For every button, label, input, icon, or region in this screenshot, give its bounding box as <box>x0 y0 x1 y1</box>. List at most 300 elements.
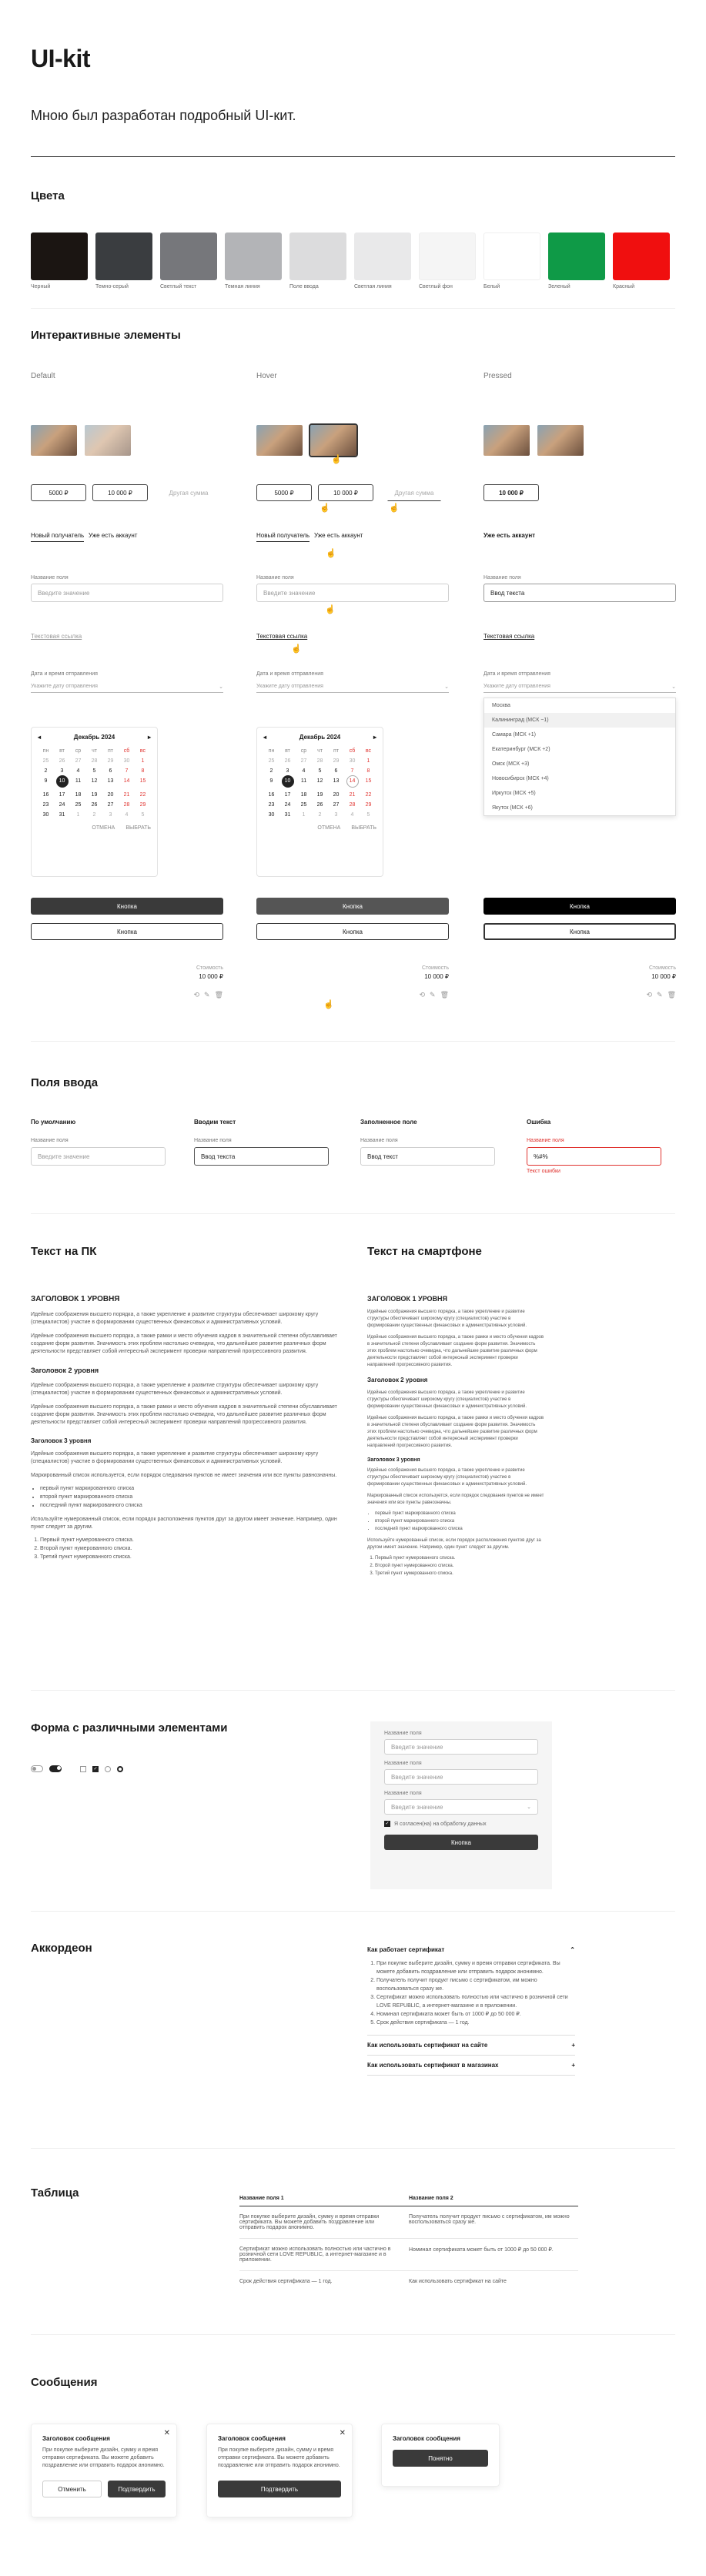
cancel-button[interactable]: Отменить <box>42 2481 102 2497</box>
calendar-day[interactable] <box>38 802 54 808</box>
answer-item: 5. Срок действия сертификата — 1 год. <box>376 2019 575 2027</box>
day-number: 10 <box>56 775 69 788</box>
column-heading: Ошибка <box>527 1119 551 1126</box>
calendar-day[interactable] <box>279 768 296 774</box>
tab[interactable]: Уже есть аккаунт <box>483 532 536 539</box>
answer-item: 4. Номинал сертификата может быть от 1000 ₽ до 50 000 ₽. <box>376 2010 575 2019</box>
field-label: Название поля <box>31 1138 69 1143</box>
day-number: 16 <box>268 792 275 798</box>
tab[interactable]: Уже есть аккаунт <box>314 532 363 539</box>
calendar-grid <box>38 748 151 818</box>
day-number: 4 <box>302 768 306 774</box>
calendar-day[interactable] <box>70 802 86 808</box>
bullet-list <box>31 1484 339 1510</box>
calendar-day[interactable] <box>328 768 344 774</box>
day-number: 2 <box>269 768 273 774</box>
day-number: 30 <box>42 812 49 818</box>
day-number: 28 <box>316 758 323 764</box>
checkbox-checked[interactable]: ✓ <box>93 1766 98 1771</box>
calendar-day[interactable] <box>263 758 279 764</box>
day-number: 11 <box>75 778 82 784</box>
message-heading: Заголовок сообщения <box>218 2435 286 2442</box>
date-select[interactable] <box>483 681 676 693</box>
calendar-day[interactable] <box>296 792 312 798</box>
day-number: 13 <box>107 778 114 784</box>
calendar-day[interactable] <box>344 802 360 808</box>
calendar-day[interactable] <box>279 778 296 788</box>
paragraph: Идейные соображения высшего порядка, а также укрепление и развитие структуры обеспечивает широкому кругу (специалистов) участие в формировании существенных финансовых и административных условий. <box>31 1312 319 1325</box>
swatch-label: Темная линия <box>225 284 260 289</box>
weekday-label: чт <box>317 748 323 754</box>
input-field[interactable]: Ввод текста <box>194 1147 329 1166</box>
table-cell: Как использовать сертификат на сайте <box>409 2279 507 2284</box>
calendar-day[interactable] <box>312 778 328 788</box>
calendar-day[interactable] <box>296 802 312 808</box>
state-label: Pressed <box>483 372 512 380</box>
dropdown-option[interactable]: Новосибирск (МСК +4) <box>492 776 549 781</box>
text-input[interactable]: Введите значение <box>256 584 449 602</box>
divider <box>31 2148 675 2149</box>
calendar-day[interactable] <box>54 778 70 788</box>
dropdown-option[interactable]: Омск (МСК +3) <box>492 761 530 767</box>
table-cell: Срок действия сертификата — 1 год. <box>239 2279 333 2284</box>
calendar-day[interactable] <box>360 812 376 818</box>
day-number: 17 <box>284 792 291 798</box>
paragraph: Идейные соображения высшего порядка, а также укрепление и развитие структуры обеспечивает широкому кругу (специалистов) участие в формировании существенных финансовых и административных условий. <box>31 1451 319 1464</box>
accordion-title: Аккордеон <box>31 1942 92 1955</box>
message-card <box>206 2424 353 2517</box>
text-mobile-title: Текст на смартфоне <box>367 1245 482 1258</box>
date-select[interactable] <box>256 681 449 693</box>
amount-button[interactable]: 5000 ₽ <box>256 484 312 501</box>
dropdown-option[interactable]: Самара (МСК +1) <box>492 732 537 738</box>
day-number: 7 <box>350 768 354 774</box>
day-number: 31 <box>284 812 291 818</box>
weekday-label: вс <box>139 748 146 754</box>
page-title: UI-kit <box>31 45 90 72</box>
calendar-day[interactable] <box>38 768 54 774</box>
day-number: 12 <box>316 778 323 784</box>
divider <box>31 1690 675 1691</box>
color-swatch <box>483 233 540 289</box>
primary-button[interactable]: Кнопка <box>256 898 449 915</box>
day-number: 23 <box>268 802 275 808</box>
price-value: 10 000 ₽ <box>424 973 449 980</box>
amount-button[interactable]: Другая сумма <box>387 484 441 501</box>
swatch-color <box>289 233 346 280</box>
field-label: Название поля <box>483 575 521 580</box>
h2-sample: Заголовок 2 уровня <box>367 1377 428 1383</box>
calendar <box>31 727 158 877</box>
color-swatch <box>354 233 411 289</box>
paragraph: Идейные соображения высшего порядка, а также укрепление и развитие структуры обеспечивает широкому кругу (специалистов) участие в формировании существенных финансовых и административных условий. <box>367 1390 527 1409</box>
calendar-day[interactable] <box>135 802 151 808</box>
calendar-day[interactable] <box>328 802 344 808</box>
calendar-day[interactable] <box>54 802 70 808</box>
calendar-day[interactable] <box>344 778 360 788</box>
price-label: Стоимость <box>196 965 223 971</box>
data-table <box>239 2196 578 2292</box>
calendar-day[interactable] <box>312 792 328 798</box>
swatch-label: Светлая линия <box>354 284 392 289</box>
trash-icon[interactable]: 🗑 <box>440 991 449 999</box>
calendar-day[interactable] <box>279 792 296 798</box>
list-intro: Маркированный список используется, если порядок следования пунктов не имеет значения или все пункты равнозначны. <box>367 1494 544 1505</box>
day-number: 24 <box>284 802 291 808</box>
consent-row[interactable] <box>384 1821 538 1827</box>
input-field[interactable]: Введите значение <box>31 1147 166 1166</box>
swatch-label: Светлый текст <box>160 284 197 289</box>
calendar-day[interactable] <box>296 768 312 774</box>
checkbox-checked[interactable]: ✓ <box>385 1822 390 1826</box>
calendar-day[interactable] <box>360 778 376 788</box>
chevron-left-icon[interactable]: ◂ <box>38 734 42 741</box>
day-number: 30 <box>268 812 275 818</box>
calendar-day[interactable] <box>54 758 70 764</box>
day-number: 25 <box>268 758 275 764</box>
controls-row <box>31 1765 123 1772</box>
amount-button[interactable]: 10 000 ₽ <box>92 484 148 501</box>
form-input[interactable]: Введите значение <box>384 1739 538 1755</box>
amount-button[interactable]: 10 000 ₽ <box>318 484 373 501</box>
swatch-label: Светлый фон <box>419 284 453 289</box>
calendar-day[interactable] <box>344 792 360 798</box>
calendar-day[interactable] <box>312 768 328 774</box>
calendar-day[interactable] <box>312 812 328 818</box>
tab[interactable]: Новый получатель <box>31 532 84 542</box>
share-icon[interactable]: ⟲ <box>646 991 653 999</box>
calendar-cancel-button[interactable]: ОТМЕНА <box>317 825 341 831</box>
accordion-item-header[interactable] <box>367 2056 575 2076</box>
toggle-off[interactable] <box>31 1765 43 1772</box>
calendar-day[interactable] <box>360 792 376 798</box>
close-icon[interactable]: ✕ <box>163 2429 170 2437</box>
amount-button[interactable]: 5000 ₽ <box>31 484 86 501</box>
calendar-day[interactable] <box>296 758 312 764</box>
day-number: 2 <box>92 812 96 818</box>
day-number: 5 <box>318 768 322 774</box>
calendar-day[interactable] <box>263 768 279 774</box>
day-number: 23 <box>42 802 49 808</box>
calendar-day[interactable] <box>119 758 135 764</box>
text-pc-title: Текст на ПК <box>31 1245 97 1258</box>
state-label: Default <box>31 372 55 380</box>
calendar-day[interactable] <box>344 758 360 764</box>
list-item: 1. Первый пункт нумерованного списка. <box>40 1536 339 1544</box>
day-number: 6 <box>334 768 338 774</box>
calendar-day[interactable] <box>119 812 135 818</box>
list-item: • первый пункт маркированного списка <box>375 1510 544 1517</box>
consent-label: Я согласен(на) на обработку данных <box>394 1821 487 1827</box>
h1-sample: ЗАГОЛОВОК 1 УРОВНЯ <box>367 1295 447 1303</box>
day-number: 1 <box>76 812 80 818</box>
text-input[interactable]: Введите значение <box>31 584 223 602</box>
day-number: 25 <box>42 758 49 764</box>
hand-cursor-icon: ☝ <box>320 503 330 513</box>
calendar-day[interactable] <box>70 792 86 798</box>
calendar-day[interactable] <box>135 778 151 788</box>
form-input[interactable]: Введите значение <box>384 1769 538 1785</box>
edit-icon[interactable]: ✎ <box>657 991 663 999</box>
weekday-label: вс <box>365 748 372 754</box>
calendar-day[interactable] <box>70 778 86 788</box>
day-number: 4 <box>350 812 354 818</box>
card-actions <box>403 987 449 1001</box>
confirm-button[interactable]: Подтвердить <box>108 2481 166 2497</box>
tab[interactable]: Новый получатель <box>256 532 310 542</box>
accordion-item-header[interactable] <box>367 2036 575 2056</box>
day-number: 24 <box>59 802 65 808</box>
calendar-day[interactable] <box>344 768 360 774</box>
confirm-button[interactable]: Подтвердить <box>218 2481 341 2497</box>
calendar-day[interactable] <box>135 768 151 774</box>
date-select[interactable] <box>31 681 223 693</box>
calendar-day[interactable] <box>312 802 328 808</box>
calendar-day[interactable] <box>86 792 102 798</box>
calendar-day[interactable] <box>102 812 119 818</box>
calendar-day[interactable] <box>328 758 344 764</box>
edit-icon[interactable]: ✎ <box>204 991 210 999</box>
list-item: • второй пункт маркированного списка <box>375 1517 544 1525</box>
share-icon[interactable]: ⟲ <box>193 991 200 999</box>
trash-icon[interactable]: 🗑 <box>667 991 676 999</box>
plus-icon: + <box>571 2042 575 2049</box>
day-number: 8 <box>141 768 145 774</box>
calendar-day[interactable] <box>86 758 102 764</box>
edit-icon[interactable]: ✎ <box>430 991 436 999</box>
field-label: Название поля <box>384 1761 422 1766</box>
calendar-day[interactable] <box>135 812 151 818</box>
day-number: 28 <box>349 802 356 808</box>
calendar-day[interactable] <box>102 758 119 764</box>
day-number: 12 <box>91 778 98 784</box>
product-image[interactable] <box>310 425 356 456</box>
chevron-right-icon[interactable]: ▸ <box>147 734 151 741</box>
column-heading: Заполненное поле <box>360 1119 417 1126</box>
secondary-button[interactable]: Кнопка <box>31 923 223 940</box>
price-value: 10 000 ₽ <box>651 973 676 980</box>
paragraph: Идейные соображения высшего порядка, а также рамки и место обучения кадров в значительной степени обуславливает создание форм развития. Значимость этих проблем настолько очевидна, что дальнейшее развитие различных форм деятельности представляет собой интересный эксперимент проверки направлений прогрессивного развития. <box>31 1404 337 1425</box>
close-icon[interactable]: ✕ <box>339 2429 346 2437</box>
calendar-day[interactable] <box>263 778 279 788</box>
dropdown-option[interactable]: Калининград (МСК −1) <box>484 713 675 728</box>
calendar-day[interactable] <box>328 812 344 818</box>
product-image[interactable] <box>85 425 131 456</box>
day-number: 21 <box>349 792 356 798</box>
accordion-question: Как работает сертификат <box>367 1946 445 1953</box>
calendar-day[interactable] <box>38 758 54 764</box>
product-image[interactable] <box>256 425 303 456</box>
ok-button[interactable]: Понятно <box>393 2450 488 2467</box>
calendar-day[interactable] <box>279 758 296 764</box>
accordion-item-header[interactable] <box>367 1940 575 1959</box>
answer-item: 3. Сертификат можно использовать полностью или частично в розничной сети LOVE REPUBLIC, а интернет-магазине и в приложении. <box>376 1993 575 2010</box>
product-image[interactable] <box>31 425 77 456</box>
dropdown-option[interactable]: Иркутск (МСК +5) <box>492 791 536 796</box>
calendar-day[interactable] <box>86 812 102 818</box>
calendar-day[interactable] <box>38 812 54 818</box>
calendar-day[interactable] <box>279 802 296 808</box>
form-select[interactable] <box>384 1799 538 1815</box>
divider <box>31 308 675 309</box>
calendar-day[interactable] <box>70 758 86 764</box>
swatch-label: Темно-серый <box>95 284 129 289</box>
day-number: 5 <box>366 812 370 818</box>
secondary-button[interactable]: Кнопка <box>256 923 449 940</box>
hand-cursor-icon: ☝ <box>291 644 302 654</box>
product-image[interactable] <box>537 425 584 456</box>
calendar-day[interactable] <box>360 768 376 774</box>
day-number: 26 <box>284 758 291 764</box>
calendar-day[interactable] <box>296 812 312 818</box>
interactive-title: Интерактивные элементы <box>31 329 181 342</box>
form-submit-button[interactable]: Кнопка <box>384 1835 538 1850</box>
chevron-down-icon: ⌄ <box>527 1805 531 1810</box>
calendar-day[interactable] <box>135 792 151 798</box>
calendar-day[interactable] <box>328 792 344 798</box>
product-image[interactable] <box>483 425 530 456</box>
calendar-day[interactable] <box>263 792 279 798</box>
list-item: • второй пункт маркированного списка <box>40 1493 339 1501</box>
weekday-label: пн <box>42 748 49 754</box>
calendar-day[interactable] <box>102 802 119 808</box>
text-input[interactable]: Ввод текста <box>483 584 676 602</box>
tab[interactable]: Уже есть аккаунт <box>89 532 138 539</box>
table-title: Таблица <box>31 2186 79 2200</box>
calendar-day[interactable] <box>70 768 86 774</box>
day-number: 3 <box>60 768 64 774</box>
day-number: 22 <box>139 792 146 798</box>
primary-button[interactable]: Кнопка <box>483 898 676 915</box>
paragraph: Идейные соображения высшего порядка, а также рамки и место обучения кадров в значительной степени обуславливает создание форм развития. Значимость этих проблем настолько очевидна, что дальнейшее развитие различных форм деятельности представляет собой интересный эксперимент проверки направлений прогрессивного развития. <box>367 1416 544 1448</box>
accordion-question: Как использовать сертификат в магазинах <box>367 2062 499 2069</box>
answer-item: 2. Получатель получит продукт письмо с сертификатом, им можно воспользоваться сразу же. <box>376 1976 575 1993</box>
calendar-day[interactable] <box>119 778 135 788</box>
day-number: 7 <box>125 768 129 774</box>
input-field[interactable]: %#% <box>527 1147 661 1166</box>
dropdown-option[interactable]: Екатеринбург (МСК +2) <box>492 747 550 752</box>
state-label: Hover <box>256 372 277 380</box>
price-label: Стоимость <box>648 965 676 971</box>
field-label: Название поля <box>194 1138 232 1143</box>
calendar-day[interactable] <box>360 802 376 808</box>
calendar-day[interactable] <box>86 768 102 774</box>
calendar-day[interactable] <box>38 778 54 788</box>
day-number: 1 <box>302 812 306 818</box>
accordion-answer <box>367 1959 575 2027</box>
h1-sample: ЗАГОЛОВОК 1 УРОВНЯ <box>31 1295 120 1303</box>
calendar-day[interactable] <box>263 802 279 808</box>
numbered-list <box>367 1554 544 1577</box>
calendar-day[interactable] <box>54 792 70 798</box>
calendar-cancel-button[interactable]: ОТМЕНА <box>92 825 115 831</box>
chevron-left-icon[interactable]: ◂ <box>263 734 267 741</box>
amount-button[interactable]: Другая сумма <box>162 484 216 501</box>
calendar-day[interactable] <box>54 768 70 774</box>
swatch-color <box>225 233 282 280</box>
calendar-day[interactable] <box>135 758 151 764</box>
table-row <box>239 2271 578 2292</box>
hand-cursor-icon: ☝ <box>331 455 342 464</box>
dropdown-option[interactable]: Якутск (МСК +6) <box>492 805 533 811</box>
calendar-day[interactable] <box>263 812 279 818</box>
day-number: 27 <box>333 802 340 808</box>
radio-checked[interactable] <box>117 1766 123 1772</box>
amount-button[interactable]: 10 000 ₽ <box>483 484 539 501</box>
radio-unchecked[interactable] <box>105 1766 111 1772</box>
text-link[interactable]: Текстовая ссылка <box>483 633 535 640</box>
toggle-on[interactable] <box>49 1765 62 1772</box>
day-number: 3 <box>334 812 338 818</box>
table-row <box>239 2239 578 2271</box>
secondary-button[interactable]: Кнопка <box>483 923 676 940</box>
day-number: 5 <box>141 812 145 818</box>
day-number: 27 <box>300 758 307 764</box>
calendar-day[interactable] <box>119 802 135 808</box>
calendar-day[interactable] <box>86 778 102 788</box>
field-label: Название поля <box>384 1791 422 1796</box>
day-number: 26 <box>59 758 65 764</box>
list-item: 1. Первый пункт нумерованного списка. <box>375 1554 544 1562</box>
calendar-day[interactable] <box>296 778 312 788</box>
bullet-list <box>367 1510 544 1533</box>
dropdown-option[interactable]: Москва <box>492 703 510 708</box>
calendar-day[interactable] <box>119 768 135 774</box>
calendar-day[interactable] <box>312 758 328 764</box>
calendar-day[interactable] <box>360 758 376 764</box>
hand-cursor-icon: ☝ <box>325 605 336 614</box>
calendar-day[interactable] <box>328 778 344 788</box>
calendar-choose-button[interactable]: ВЫБРАТЬ <box>125 825 151 831</box>
calendar-day[interactable] <box>279 812 296 818</box>
day-number: 1 <box>141 758 145 764</box>
share-icon[interactable]: ⟲ <box>419 991 426 999</box>
day-number: 3 <box>109 812 112 818</box>
day-number: 6 <box>109 768 112 774</box>
date-label: Дата и время отправления <box>31 671 98 677</box>
table-row <box>239 2206 578 2239</box>
swatch-color <box>95 233 152 280</box>
trash-icon[interactable]: 🗑 <box>214 991 223 999</box>
calendar-choose-button[interactable]: ВЫБРАТЬ <box>351 825 376 831</box>
day-number: 27 <box>75 758 82 764</box>
input-field[interactable]: Ввод текст <box>360 1147 495 1166</box>
calendar-day[interactable] <box>54 812 70 818</box>
calendar-day[interactable] <box>102 768 119 774</box>
message-body: При покупке выберите дизайн, сумму и время отправки сертификата. Вы можете добавить поздравление или отправить подарок анонимно. <box>218 2447 340 2468</box>
calendar-day[interactable] <box>344 812 360 818</box>
colors-title: Цвета <box>31 189 65 202</box>
plus-icon: + <box>571 2062 575 2069</box>
calendar-day[interactable] <box>86 802 102 808</box>
text-mobile-block <box>367 1295 544 1577</box>
message-card <box>31 2424 177 2517</box>
primary-button[interactable]: Кнопка <box>31 898 223 915</box>
day-number: 9 <box>269 778 273 784</box>
day-number: 9 <box>44 778 48 784</box>
calendar-day[interactable] <box>102 792 119 798</box>
price-label: Стоимость <box>421 965 449 971</box>
calendar-day[interactable] <box>70 812 86 818</box>
day-number: 29 <box>365 802 372 808</box>
text-link[interactable]: Текстовая ссылка <box>31 633 82 640</box>
text-link[interactable]: Текстовая ссылка <box>256 633 308 640</box>
chevron-right-icon[interactable]: ▸ <box>373 734 376 741</box>
calendar-day[interactable] <box>38 792 54 798</box>
calendar-day[interactable] <box>102 778 119 788</box>
checkbox-unchecked[interactable] <box>80 1766 86 1772</box>
calendar-day[interactable] <box>119 792 135 798</box>
